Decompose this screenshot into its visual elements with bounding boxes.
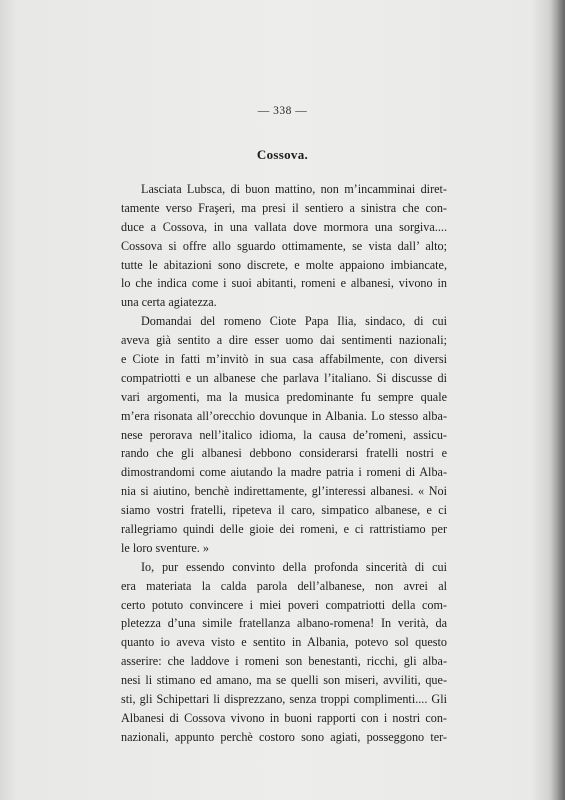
text-line: siamo vostri fratelli, ripeteva il caro, simpatico albanese, e ci bbox=[121, 503, 447, 518]
text-line: certo potuto convincere i miei poveri compatriotti della com- bbox=[121, 597, 447, 612]
text-line: vari argomenti, ma la musica predominante fu sempre quale bbox=[121, 389, 447, 404]
text-line: aveva già sentito a dire esser uomo dai sentimenti nazionali; bbox=[121, 333, 447, 348]
text-line: Io, pur essendo convinto della profonda sincerità di cui bbox=[141, 559, 447, 574]
text-line: quanto io aveva visto e sentito in Albania, potevo sol questo bbox=[121, 635, 447, 650]
section-heading: Cossova. bbox=[256, 147, 309, 162]
text-line: pletezza d’una simile fratellanza albano-romena! In verità, da bbox=[121, 616, 447, 631]
text-line: tutte le abitazioni sono discrete, e molte appaiono imbiancate, bbox=[121, 257, 447, 272]
text-line: Albanesi di Cossova vivono in buoni rapporti con i nostri con- bbox=[121, 710, 447, 725]
text-line: Lasciata Lubsca, di buon mattino, non m’incamminai diret- bbox=[141, 182, 447, 196]
text-line: e Ciote in fatti m’invitò in sua casa affabilmente, con diversi bbox=[121, 352, 447, 367]
text-line: dimostrandomi come aiutando la madre patria i romeni di Alba- bbox=[121, 465, 447, 480]
text-line: duce a Cossova, in una vallata dove mormora una sorgiva.... bbox=[121, 219, 447, 234]
text-line: rallegriamo quindi delle gioie dei romeni, e ci rattristiamo per bbox=[121, 522, 447, 537]
text-line: nia si aiutino, benchè indirettamente, gl’interessi albanesi. « Noi bbox=[121, 484, 447, 499]
text-line: nese perorava nell’italico idioma, la causa de’romeni, assicu- bbox=[121, 427, 447, 442]
text-line: era materiata la calda parola dell’albanese, non avrei al bbox=[121, 578, 447, 593]
text-line: sti, gli Schipettari li disprezzano, senza troppi complimenti.... Gli bbox=[121, 692, 447, 707]
text-line: asserire: che laddove i romeni son benestanti, ricchi, gli alba- bbox=[121, 654, 447, 669]
body-text bbox=[121, 180, 447, 747]
text-line: lo che indica come i suoi abitanti, romeni e albanesi, vivono in bbox=[121, 276, 447, 291]
text-line: Domandai del romeno Ciote Papa Ilia, sindaco, di cui bbox=[141, 314, 447, 329]
text-line: nesi li stimano ed amano, ma se quelli son miseri, avviliti, que- bbox=[121, 673, 447, 688]
text-line: nazionali, appunto perchè costoro sono agiati, posseggono ter- bbox=[121, 729, 447, 744]
text-line: compatriotti e un albanese che parlava l’italiano. Si discusse di bbox=[121, 370, 447, 385]
text-line: tamente verso Fraşeri, ma presi il sentiero a sinistra che con- bbox=[121, 200, 447, 215]
text-line: m’era risonata all’orecchio dovunque in Albania. Lo stesso alba- bbox=[121, 408, 447, 423]
text-line: rando che gli albanesi debbono considerarsi fratelli nostri e bbox=[121, 446, 447, 461]
page-edge-shadow bbox=[551, 0, 565, 800]
page-number: — 338 — bbox=[257, 105, 308, 117]
text-line: le loro sventure. » bbox=[121, 540, 209, 555]
text-line: Cossova si offre allo sguardo ottimamente, se vista dall’ alto; bbox=[121, 238, 447, 253]
text-line: una certa agiatezza. bbox=[121, 295, 217, 310]
